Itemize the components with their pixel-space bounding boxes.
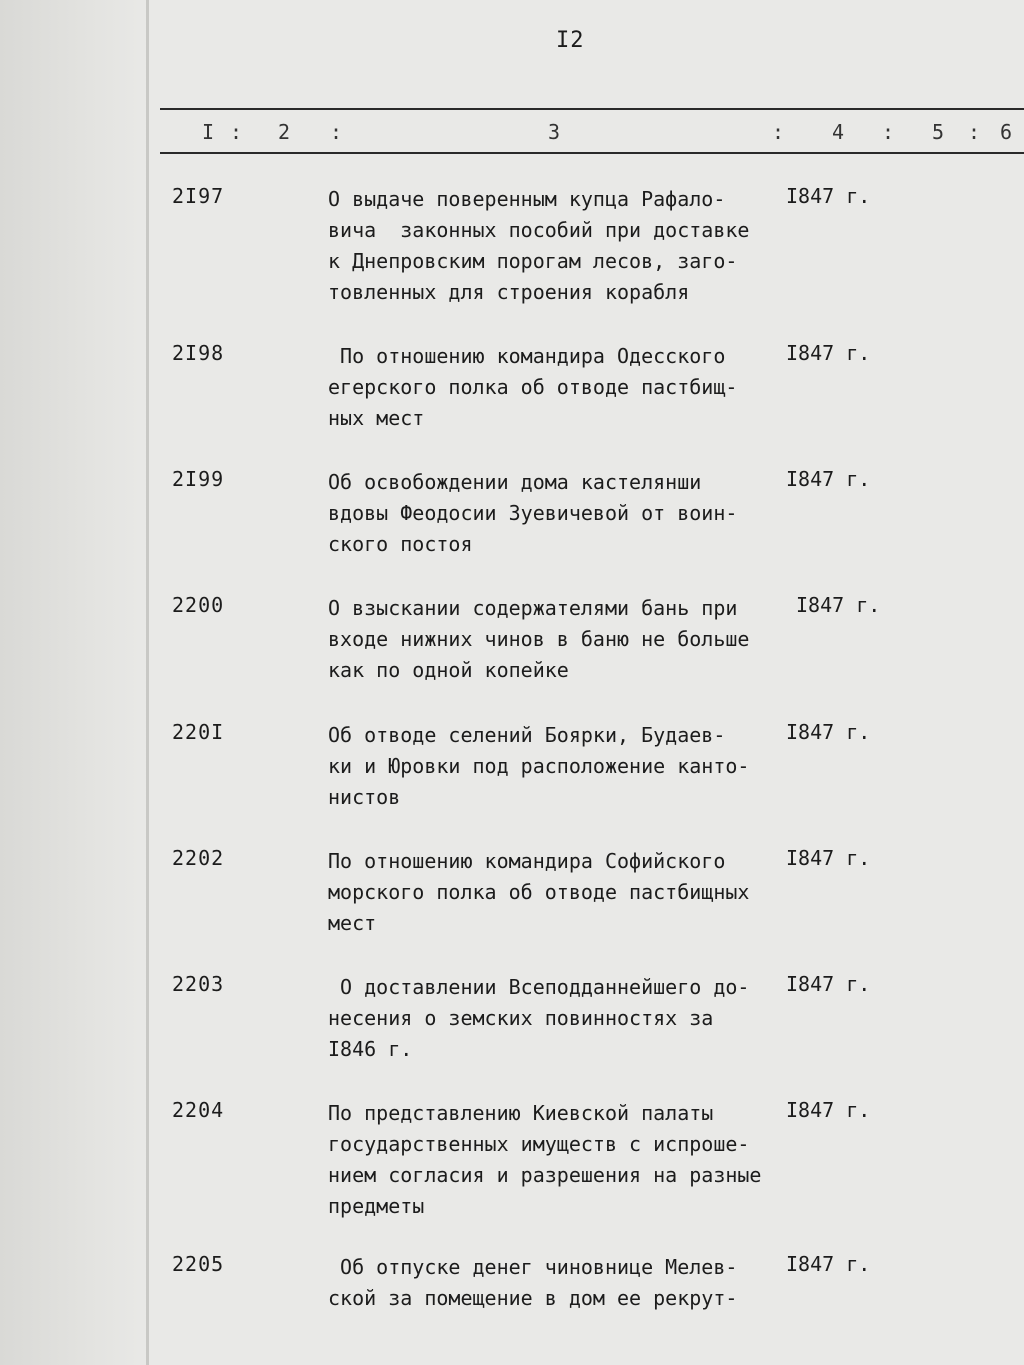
entry-description: О выдаче поверенным купца Рафало- вича законных пособий при доставке к Днепровским порогам лесов, заго- товленных для строения корабля: [328, 187, 750, 304]
entry-description: По отношению командира Софийского морского полка об отводе пастбищных мест: [328, 849, 750, 935]
column-header-2: 2: [278, 120, 291, 144]
column-header-5: 5: [932, 120, 945, 144]
column-header-6: 6: [1000, 120, 1013, 144]
entry-description: Об отпуске денег чиновнице Мелев- ской за помещение в дом ее рекрут-: [328, 1255, 738, 1310]
column-header-4: 4: [832, 120, 845, 144]
entry-number: 2I97: [172, 184, 225, 208]
entry-description: Об отводе селений Боярки, Будаев- ки и Юровки под расположение канто- нистов: [328, 723, 750, 809]
entry-date: I847 г.: [786, 1252, 871, 1276]
entry-date: I847 г.: [786, 1098, 871, 1122]
entry-date: I847 г.: [786, 720, 871, 744]
column-separator: :: [772, 120, 785, 144]
entry-number: 2204: [172, 1098, 225, 1122]
entry-date: I847 г.: [786, 341, 871, 365]
entry-description: О взыскании содержателями бань при входе нижних чинов в баню не больше как по одной копейке: [328, 596, 750, 682]
column-separator: :: [330, 120, 343, 144]
entry-description: О доставлении Всеподданнейшего до- несения о земских повинностях за I846 г.: [328, 975, 750, 1061]
page-number: I2: [556, 28, 585, 53]
header-bottom-rule: [160, 152, 1024, 154]
column-separator: :: [230, 120, 243, 144]
entry-date: I847 г.: [786, 972, 871, 996]
page-edge: [146, 0, 149, 1365]
facing-page-shadow: [0, 0, 150, 1365]
entry-number: 2205: [172, 1252, 225, 1276]
entry-description: По представлению Киевской палаты государственных имуществ с испроше- нием согласия и разрешения на разные предметы: [328, 1101, 762, 1218]
entry-number: 2200: [172, 593, 225, 617]
entry-number: 2202: [172, 846, 225, 870]
entry-description: Об освобождении дома кастелянши вдовы Феодосии Зуевичевой от воин- ского постоя: [328, 470, 738, 556]
column-header-1: I: [202, 120, 215, 144]
entry-date: I847 г.: [786, 467, 871, 491]
column-separator: :: [882, 120, 895, 144]
entry-number: 2203: [172, 972, 225, 996]
entry-date: I847 г.: [786, 184, 871, 208]
entry-number: 220I: [172, 720, 225, 744]
entry-date: I847 г.: [786, 846, 871, 870]
entry-number: 2I98: [172, 341, 225, 365]
header-top-rule: [160, 108, 1024, 110]
entry-number: 2I99: [172, 467, 225, 491]
entry-description: По отношению командира Одесского егерского полка об отводе пастбищ- ных мест: [328, 344, 738, 430]
entry-date: I847 г.: [796, 593, 881, 617]
column-separator: :: [968, 120, 981, 144]
column-header-3: 3: [548, 120, 561, 144]
